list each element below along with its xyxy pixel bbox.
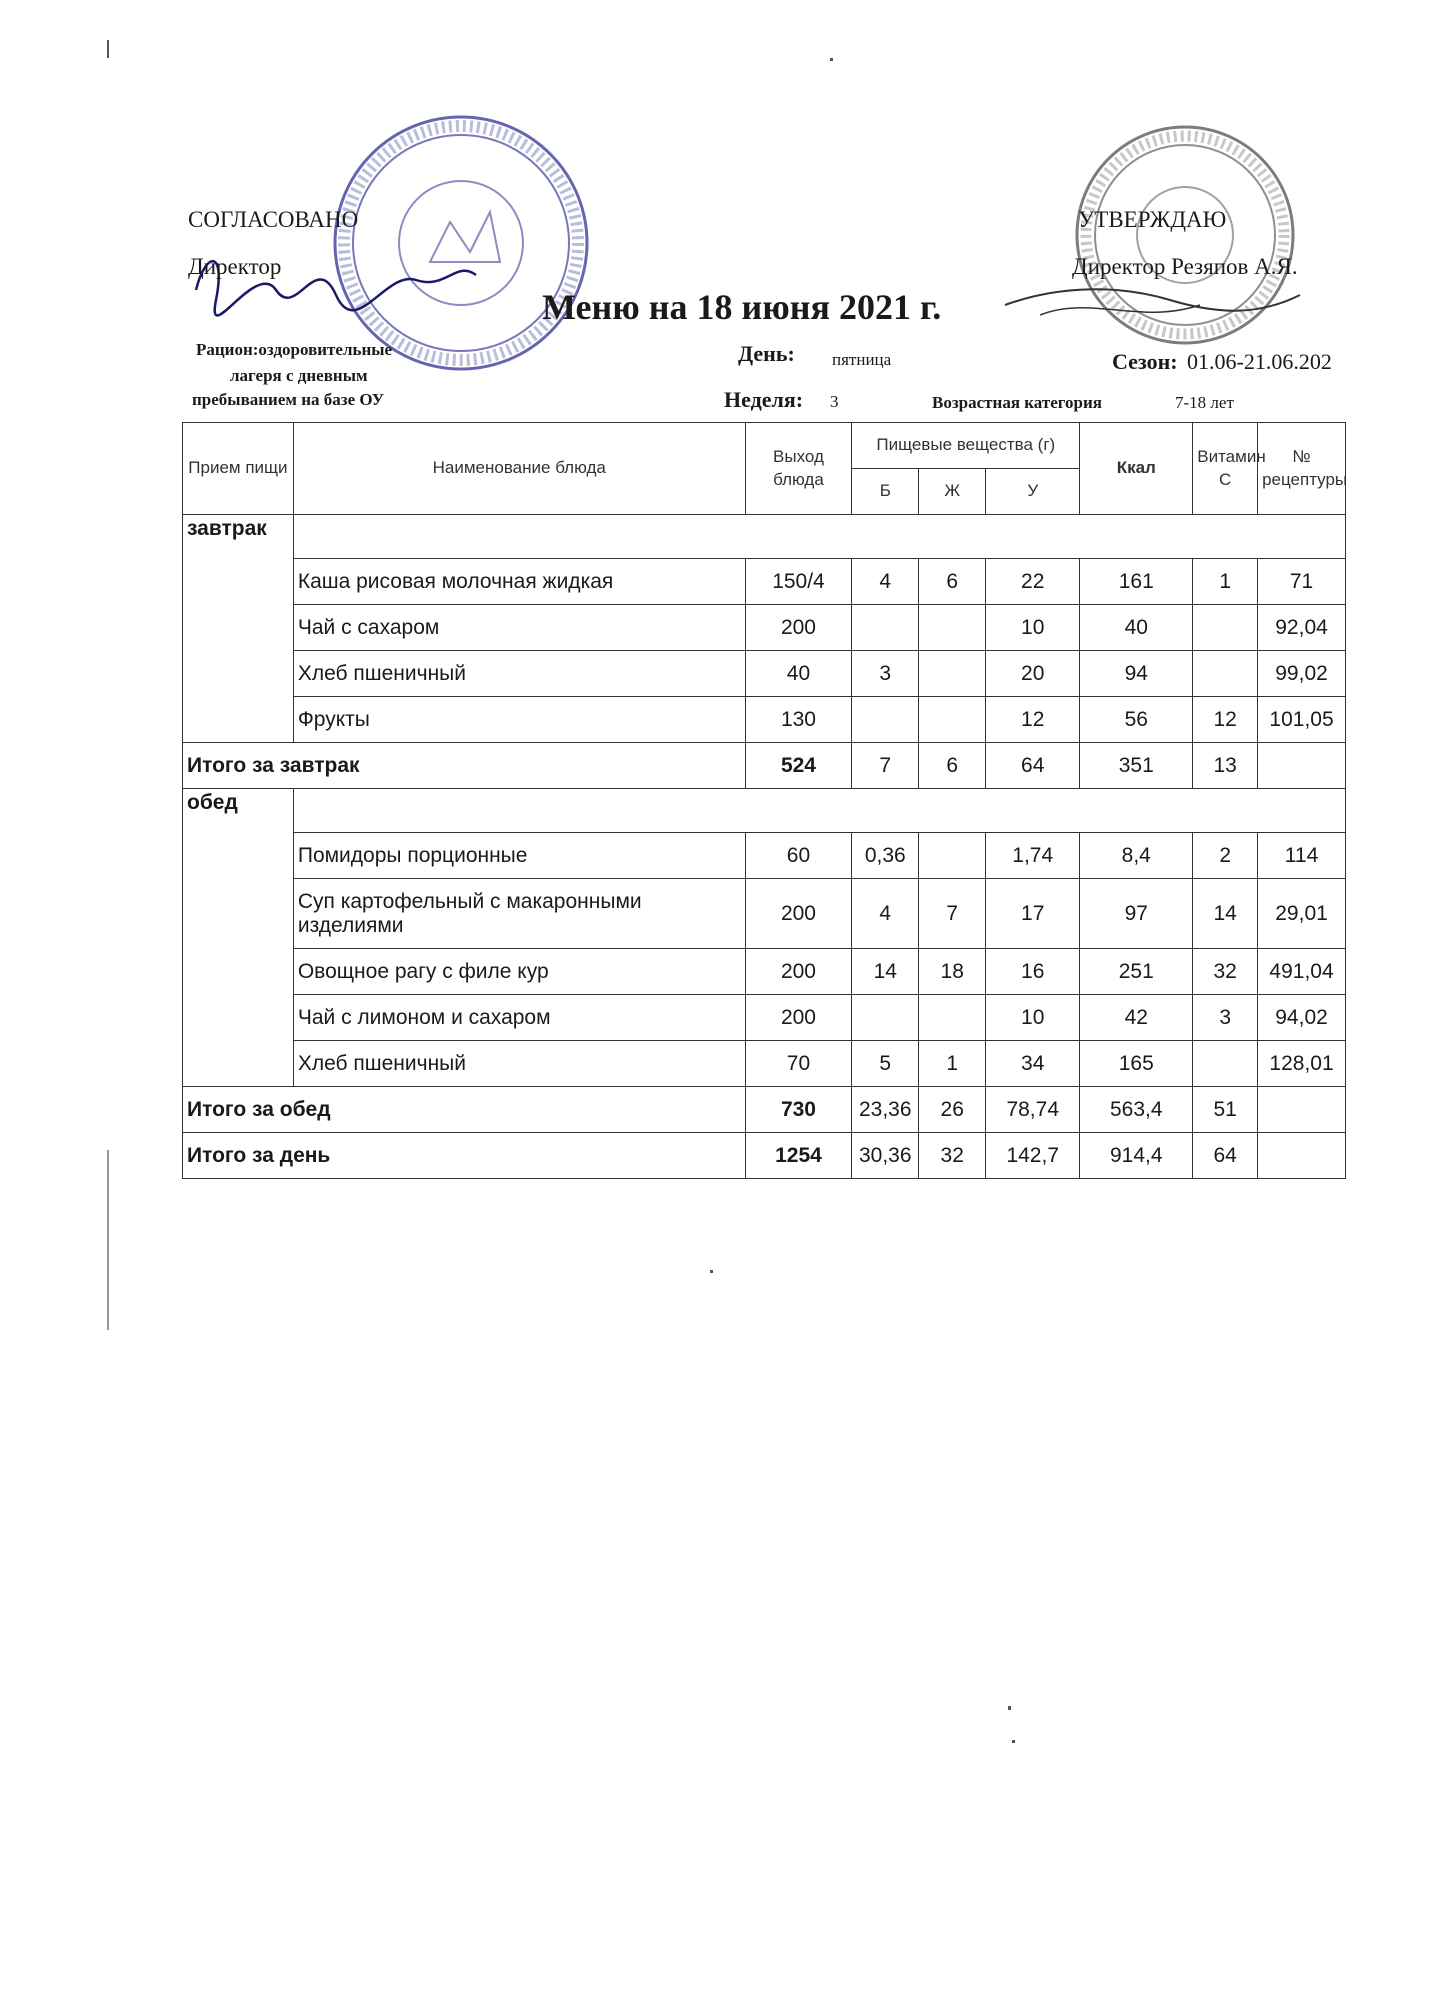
ration-line-2: лагеря с дневным xyxy=(230,366,368,385)
cell-u: 17 xyxy=(986,879,1080,949)
lunch-section xyxy=(183,789,1346,1133)
total-recipe xyxy=(1258,1087,1346,1133)
dish-name: Фрукты xyxy=(293,697,745,743)
page-title: Меню на 18 июня 2021 г. xyxy=(542,287,942,327)
cell-yield: 40 xyxy=(745,651,852,697)
cell-zh xyxy=(919,697,986,743)
total-kcal: 914,4 xyxy=(1080,1133,1193,1179)
total-u: 142,7 xyxy=(986,1133,1080,1179)
day-label: День: xyxy=(738,341,795,366)
dish-name: Чай с лимоном и сахаром xyxy=(293,995,745,1041)
dish-name: Хлеб пшеничный xyxy=(293,1041,745,1087)
cell-zh: 6 xyxy=(919,559,986,605)
cell-zh: 1 xyxy=(919,1041,986,1087)
cell-vitc: 1 xyxy=(1193,559,1258,605)
cell-recipe: 94,02 xyxy=(1258,995,1346,1041)
header-b: Б xyxy=(852,469,919,515)
cell-kcal: 56 xyxy=(1080,697,1193,743)
cell-zh xyxy=(919,995,986,1041)
table-row xyxy=(183,949,1346,995)
total-b: 23,36 xyxy=(852,1087,919,1133)
dish-name: Хлеб пшеничный xyxy=(293,651,745,697)
cell-recipe: 101,05 xyxy=(1258,697,1346,743)
total-vitc: 13 xyxy=(1193,743,1258,789)
total-yield: 730 xyxy=(745,1087,852,1133)
season-label: Сезон: xyxy=(1112,349,1178,374)
section-blank xyxy=(293,789,1345,833)
table-row xyxy=(183,651,1346,697)
director-right-label: Директор Резяпов А.Я. xyxy=(1072,254,1298,279)
table-row xyxy=(183,833,1346,879)
dish-name: Суп картофельный с макаронными изделиями xyxy=(293,879,745,949)
cell-b xyxy=(852,605,919,651)
cell-vitc xyxy=(1193,651,1258,697)
cell-b xyxy=(852,995,919,1041)
cell-b: 4 xyxy=(852,879,919,949)
total-label: Итого за обед xyxy=(183,1087,746,1133)
cell-zh xyxy=(919,605,986,651)
day-total-section xyxy=(183,1133,1346,1179)
cell-u: 34 xyxy=(986,1041,1080,1087)
header-vitc: Витамин С xyxy=(1193,423,1258,515)
dish-name: Чай с сахаром xyxy=(293,605,745,651)
header-meal: Прием пищи xyxy=(183,423,294,515)
total-row xyxy=(183,1087,1346,1133)
cell-kcal: 165 xyxy=(1080,1041,1193,1087)
total-u: 64 xyxy=(986,743,1080,789)
scan-dot xyxy=(710,1270,713,1273)
ration-line-1: Рацион:оздоровительные xyxy=(196,340,393,359)
left-signature xyxy=(186,240,486,320)
day-total-row xyxy=(183,1133,1346,1179)
header-u: У xyxy=(986,469,1080,515)
table-row xyxy=(183,995,1346,1041)
cell-kcal: 97 xyxy=(1080,879,1193,949)
total-b: 30,36 xyxy=(852,1133,919,1179)
cell-zh xyxy=(919,651,986,697)
cell-u: 16 xyxy=(986,949,1080,995)
menu-table xyxy=(182,422,1346,1179)
table-row xyxy=(183,559,1346,605)
cell-yield: 130 xyxy=(745,697,852,743)
approved-right-label: УТВЕРЖДАЮ xyxy=(1078,207,1227,232)
scan-edge-line xyxy=(107,1150,109,1330)
cell-kcal: 8,4 xyxy=(1080,833,1193,879)
cell-kcal: 94 xyxy=(1080,651,1193,697)
cell-yield: 150/4 xyxy=(745,559,852,605)
total-recipe xyxy=(1258,743,1346,789)
cell-b: 3 xyxy=(852,651,919,697)
cell-recipe: 29,01 xyxy=(1258,879,1346,949)
dish-name: Каша рисовая молочная жидкая xyxy=(293,559,745,605)
cell-b: 5 xyxy=(852,1041,919,1087)
total-kcal: 351 xyxy=(1080,743,1193,789)
total-label: Итого за завтрак xyxy=(183,743,746,789)
director-left-label: Директор xyxy=(188,254,282,279)
total-recipe xyxy=(1258,1133,1346,1179)
right-signature xyxy=(1000,275,1310,335)
header-recipe: № рецептуры xyxy=(1258,423,1346,515)
total-row xyxy=(183,743,1346,789)
cell-vitc: 2 xyxy=(1193,833,1258,879)
scan-dot xyxy=(1008,1706,1011,1710)
total-u: 78,74 xyxy=(986,1087,1080,1133)
dish-name: Овощное рагу с филе кур xyxy=(293,949,745,995)
cell-recipe: 114 xyxy=(1258,833,1346,879)
table-row xyxy=(183,1041,1346,1087)
section-blank xyxy=(293,515,1345,559)
cell-vitc: 14 xyxy=(1193,879,1258,949)
cell-recipe: 128,01 xyxy=(1258,1041,1346,1087)
cell-u: 12 xyxy=(986,697,1080,743)
dish-name: Помидоры порционные xyxy=(293,833,745,879)
cell-u: 1,74 xyxy=(986,833,1080,879)
ration-line-3: пребыванием на базе ОУ xyxy=(192,390,385,409)
cell-u: 10 xyxy=(986,995,1080,1041)
cell-u: 20 xyxy=(986,651,1080,697)
total-zh: 26 xyxy=(919,1087,986,1133)
cell-vitc: 32 xyxy=(1193,949,1258,995)
age-label: Возрастная категория xyxy=(932,393,1102,412)
total-zh: 32 xyxy=(919,1133,986,1179)
cell-b: 4 xyxy=(852,559,919,605)
cell-kcal: 42 xyxy=(1080,995,1193,1041)
cell-u: 10 xyxy=(986,605,1080,651)
cell-kcal: 251 xyxy=(1080,949,1193,995)
week-label: Неделя: xyxy=(724,387,804,412)
cell-kcal: 161 xyxy=(1080,559,1193,605)
day-value: пятница xyxy=(832,350,892,369)
cell-b xyxy=(852,697,919,743)
age-value: 7-18 лет xyxy=(1175,393,1234,412)
header-dish: Наименование блюда xyxy=(293,423,745,515)
section-header-row xyxy=(183,789,1346,833)
total-vitc: 64 xyxy=(1193,1133,1258,1179)
total-vitc: 51 xyxy=(1193,1087,1258,1133)
cell-yield: 60 xyxy=(745,833,852,879)
table-row xyxy=(183,879,1346,949)
cell-zh: 7 xyxy=(919,879,986,949)
cell-vitc: 12 xyxy=(1193,697,1258,743)
cell-yield: 200 xyxy=(745,949,852,995)
breakfast-section xyxy=(183,515,1346,789)
cell-b: 14 xyxy=(852,949,919,995)
total-kcal: 563,4 xyxy=(1080,1087,1193,1133)
season-value: 01.06-21.06.202 xyxy=(1187,349,1332,374)
week-value: 3 xyxy=(830,392,839,411)
total-label: Итого за день xyxy=(183,1133,746,1179)
header-yield: Выход блюда xyxy=(745,423,852,515)
cell-recipe: 491,04 xyxy=(1258,949,1346,995)
header-kcal: Ккал xyxy=(1080,423,1193,515)
header-zh: Ж xyxy=(919,469,986,515)
cell-zh: 18 xyxy=(919,949,986,995)
cell-kcal: 40 xyxy=(1080,605,1193,651)
cell-yield: 200 xyxy=(745,995,852,1041)
cell-vitc xyxy=(1193,1041,1258,1087)
cell-vitc: 3 xyxy=(1193,995,1258,1041)
scan-dot xyxy=(1012,1740,1015,1743)
cell-zh xyxy=(919,833,986,879)
cell-yield: 70 xyxy=(745,1041,852,1087)
total-yield: 1254 xyxy=(745,1133,852,1179)
meal-label: завтрак xyxy=(183,515,294,743)
meal-label: обед xyxy=(183,789,294,1087)
cell-recipe: 99,02 xyxy=(1258,651,1346,697)
cell-yield: 200 xyxy=(745,879,852,949)
scan-dot xyxy=(830,58,833,61)
header-nutrients: Пищевые вещества (г) xyxy=(852,423,1080,469)
cell-b: 0,36 xyxy=(852,833,919,879)
cell-recipe: 92,04 xyxy=(1258,605,1346,651)
scan-edge-line xyxy=(107,40,109,58)
cell-recipe: 71 xyxy=(1258,559,1346,605)
cell-vitc xyxy=(1193,605,1258,651)
total-yield: 524 xyxy=(745,743,852,789)
section-header-row xyxy=(183,515,1346,559)
table-row xyxy=(183,697,1346,743)
cell-u: 22 xyxy=(986,559,1080,605)
cell-yield: 200 xyxy=(745,605,852,651)
total-b: 7 xyxy=(852,743,919,789)
total-zh: 6 xyxy=(919,743,986,789)
table-row xyxy=(183,605,1346,651)
approved-left-label: СОГЛАСОВАНО xyxy=(188,207,359,232)
